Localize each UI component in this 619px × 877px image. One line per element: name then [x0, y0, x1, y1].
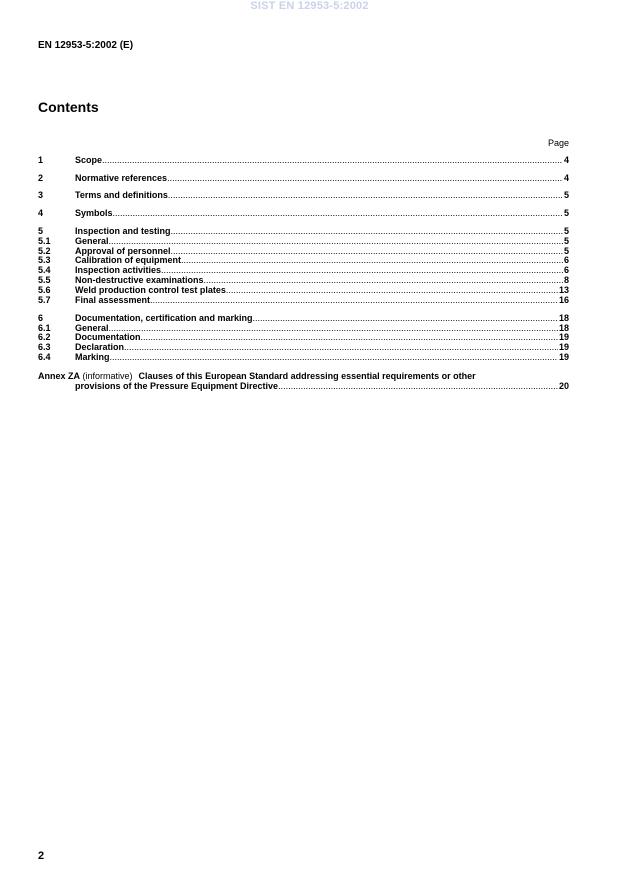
- toc-leader: [113, 209, 563, 219]
- toc-number: 5.2: [38, 245, 51, 256]
- toc-number: 5.7: [38, 294, 51, 305]
- toc-leader: [253, 314, 558, 324]
- toc-page: 19: [558, 342, 569, 353]
- toc-page: 5: [563, 190, 569, 201]
- toc-number: 6.3: [38, 342, 51, 353]
- toc-leader: [204, 276, 563, 286]
- toc-title: Calibration of equipment: [75, 255, 182, 266]
- toc-number: 6.4: [38, 352, 51, 363]
- toc-leader: [124, 343, 558, 353]
- toc-title: Normative references: [75, 172, 168, 183]
- toc-title: Approval of personnel: [75, 245, 171, 256]
- toc-page: 5: [563, 225, 569, 236]
- toc-title: Documentation, certification and marking: [75, 312, 253, 323]
- toc-page: 13: [558, 285, 569, 296]
- toc-number: 5.5: [38, 275, 51, 286]
- toc-title: Scope: [75, 155, 103, 165]
- toc-number: 5.4: [38, 265, 51, 276]
- toc-page: 19: [558, 332, 569, 343]
- annex-informative: (informative): [82, 370, 133, 381]
- toc-entry-5[interactable]: [38, 227, 569, 237]
- toc-title: Inspection and testing: [75, 225, 171, 236]
- toc-title: Non-destructive examinations: [75, 275, 204, 286]
- toc-entry-6-4[interactable]: [38, 353, 569, 363]
- annex-title-line-1: Clauses of this European Standard addressing essential requirements or other: [138, 370, 476, 381]
- toc-page: 5: [563, 245, 569, 256]
- toc-number: 5: [38, 225, 44, 236]
- toc-page: 6: [563, 255, 569, 266]
- toc-leader: [141, 333, 558, 343]
- toc-entry-1[interactable]: [38, 156, 569, 166]
- toc-number: 6.1: [38, 322, 51, 333]
- toc-entry-annex-za[interactable]: [38, 371, 569, 381]
- toc-leader: [171, 227, 563, 237]
- toc-entry-6-3[interactable]: [38, 343, 569, 353]
- toc-leader: [109, 324, 558, 334]
- toc-page: 19: [558, 352, 569, 363]
- toc-leader: [181, 256, 563, 266]
- toc-leader: [161, 266, 563, 276]
- toc-number: 4: [38, 208, 44, 219]
- toc-page: 18: [558, 312, 569, 323]
- toc-title: Documentation: [75, 332, 141, 343]
- toc-title: General: [75, 322, 109, 333]
- watermark: SIST EN 12953-5:2002: [250, 0, 369, 12]
- toc-title: Marking: [75, 352, 110, 363]
- toc-leader: [278, 381, 558, 391]
- toc-page: 5: [563, 235, 569, 246]
- toc-title: Final assessment: [75, 294, 151, 305]
- contents-title: Contents: [38, 99, 99, 115]
- toc-title: Inspection activities: [75, 265, 162, 276]
- toc-entry-3[interactable]: [38, 191, 569, 201]
- toc-title: Declaration: [75, 342, 125, 353]
- toc-leader: [102, 156, 563, 166]
- toc-leader: [168, 191, 563, 201]
- toc-entry-annex-za-continued[interactable]: [38, 381, 569, 391]
- toc-title: Terms and definitions: [75, 190, 168, 201]
- toc-entry-4[interactable]: [38, 209, 569, 219]
- toc-title: General: [75, 235, 109, 246]
- toc-number: 1: [38, 155, 44, 165]
- toc-leader: [167, 174, 563, 184]
- page-column-label: Page: [547, 138, 569, 148]
- annex-label: Annex ZA: [38, 370, 81, 381]
- toc-number: 2: [38, 172, 44, 183]
- toc-page: 4: [563, 172, 569, 183]
- toc-page: 8: [563, 275, 569, 286]
- page-number: 2: [38, 850, 45, 862]
- toc-number: 5.3: [38, 255, 51, 266]
- toc-page: 16: [558, 294, 569, 305]
- toc-leader: [226, 286, 558, 296]
- toc-page: 6: [563, 265, 569, 276]
- toc-entry-5-7[interactable]: [38, 296, 569, 306]
- toc-page: 5: [563, 208, 569, 219]
- toc-entry-6[interactable]: [38, 314, 569, 324]
- toc-title: Symbols: [75, 208, 113, 219]
- table-of-contents: [38, 156, 569, 391]
- toc-page: 4: [563, 155, 569, 165]
- toc-number: 3: [38, 190, 44, 201]
- toc-number: 6.2: [38, 332, 51, 343]
- annex-title-line-2: provisions of the Pressure Equipment Directive: [75, 380, 279, 391]
- toc-leader: [110, 353, 558, 363]
- annex-page: 20: [558, 380, 569, 391]
- toc-title: Weld production control test plates: [75, 285, 226, 296]
- toc-number: 6: [38, 312, 44, 323]
- toc-leader: [109, 237, 563, 247]
- toc-leader: [150, 296, 558, 306]
- toc-page: 18: [558, 322, 569, 333]
- document-id: EN 12953-5:2002 (E): [38, 40, 134, 51]
- toc-leader: [171, 247, 563, 257]
- toc-entry-2[interactable]: [38, 174, 569, 184]
- toc-number: 5.1: [38, 235, 51, 246]
- toc-number: 5.6: [38, 285, 51, 296]
